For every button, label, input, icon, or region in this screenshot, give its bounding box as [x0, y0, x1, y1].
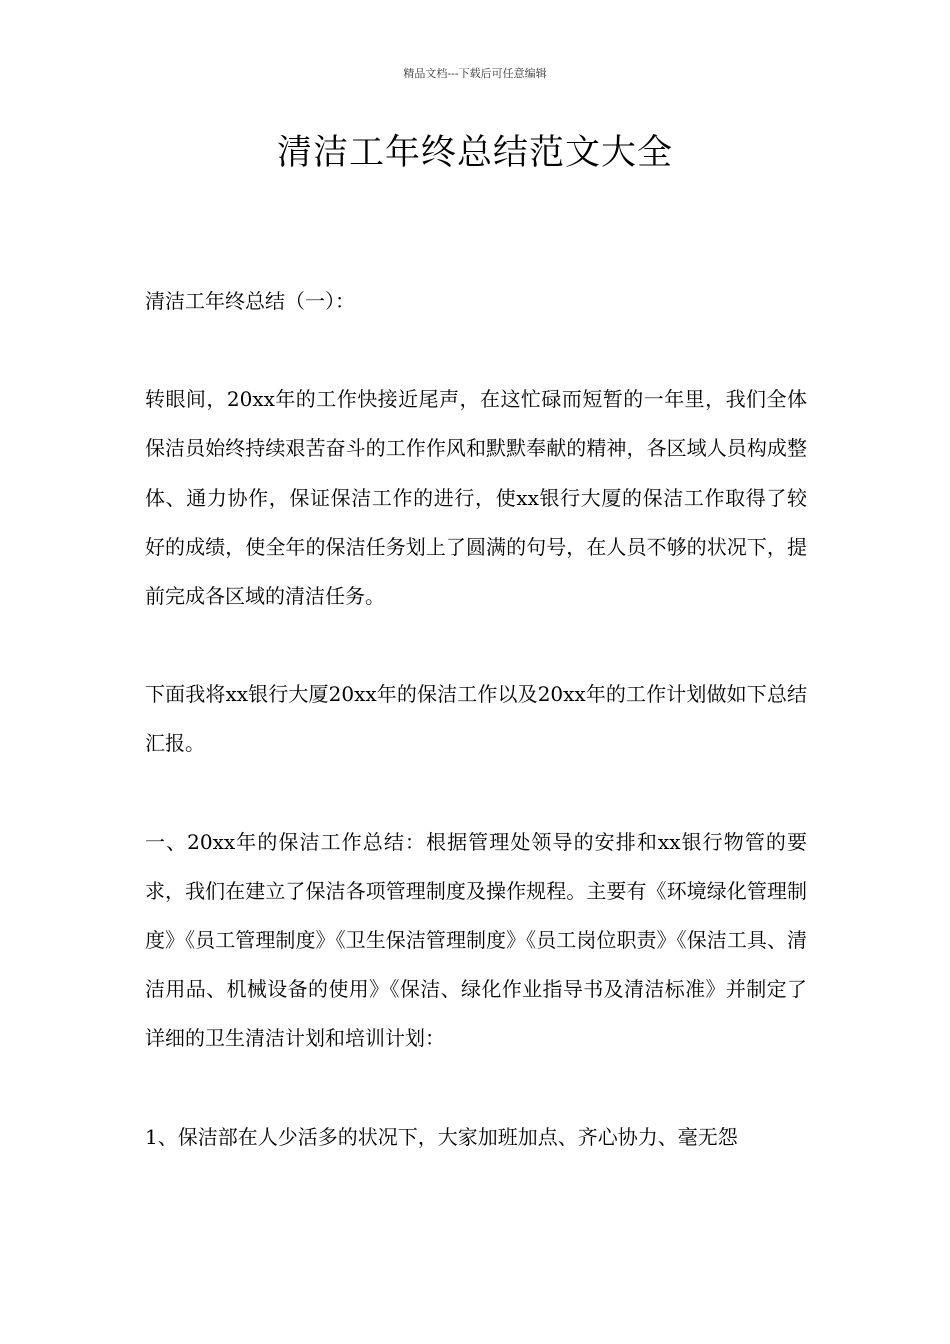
section-heading: 清洁工年终总结（一）： [145, 289, 355, 313]
document-title: 清洁工年终总结范文大全 [276, 133, 673, 173]
body-paragraph: 一、20xx年的保洁工作总结：根据管理处领导的安排和xx银行物管的要求，我们在建立了保洁各项管理制度及操作规程。主要有《环境绿化管理制度》《员工管理制度》《卫生保洁管理制度》《员工岗位职责》《保洁工具、清洁用品、机械设备的使用》《保洁、绿化作业指导书及清洁标准》并制定了详细的卫生清洁计划和培训计划： [145, 829, 807, 1051]
header-note: 精品文档---下载后可任意编辑 [403, 67, 547, 80]
document-body [145, 277, 807, 1162]
body-paragraph: 下面我将xx银行大厦20xx年的保洁工作以及20xx年的工作计划做如下总结汇报。 [145, 682, 807, 756]
body-paragraph: 转眼间，20xx年的工作快接近尾声，在这忙碌而短暂的一年里，我们全体保洁员始终持续艰苦奋斗的工作作风和默默奉献的精神，各区域人员构成整体、通力协作，保证保洁工作的进行，使xx银行大厦的保洁工作取得了较好的成绩，使全年的保洁任务划上了圆满的句号，在人员不够的状况下，提前完成各区域的清洁任务。 [145, 387, 807, 609]
body-paragraph: 1、保洁部在人少活多的状况下，大家加班加点、齐心协力、毫无怨 [145, 1124, 738, 1149]
